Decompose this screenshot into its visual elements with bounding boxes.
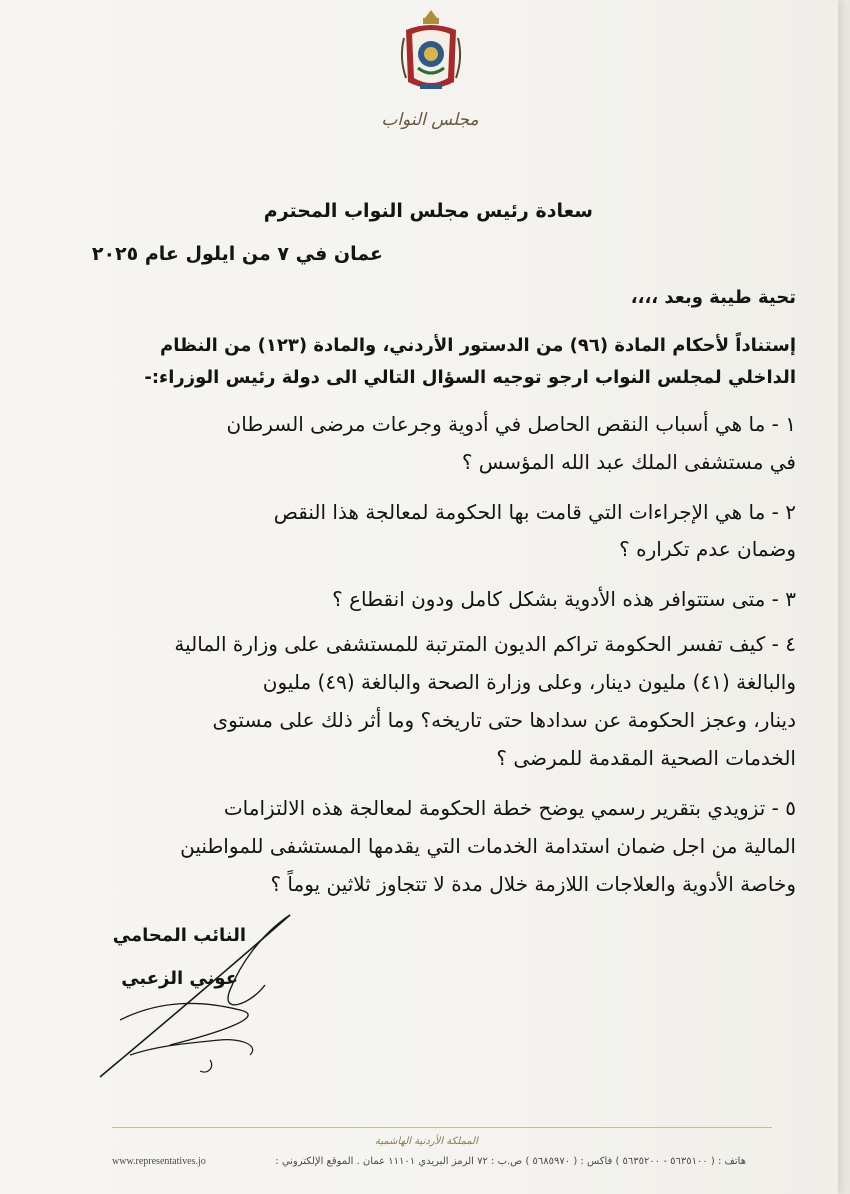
question-line: وضمان عدم تكراره ؟ <box>619 537 796 561</box>
question-line: ٢ - ما هي الإجراءات التي قامت بها الحكومة لمعالجة هذا النقص <box>273 500 796 524</box>
jordan-coat-of-arms-icon <box>396 8 466 98</box>
question-line: وخاصة الأدوية والعلاجات اللازمة خلال مدة لا تتجاوز ثلاثين يوماً ؟ <box>270 872 796 896</box>
question-line: دينار، وعجز الحكومة عن سدادها حتى تاريخه؟ وما أثر ذلك على مستوى <box>212 708 796 732</box>
question-line: في مستشفى الملك عبد الله المؤسس ؟ <box>461 450 796 474</box>
handwritten-signature <box>90 895 320 1085</box>
intro-line: الداخلي لمجلس النواب ارجو توجيه السؤال التالي الى دولة رئيس الوزراء:- <box>144 367 796 388</box>
council-name: مجلس النواب <box>381 110 479 130</box>
question-line: ٥ - تزويدي بتقرير رسمي يوضح خطة الحكومة لمعالجة هذه الالتزامات <box>223 796 796 820</box>
footer-website-link[interactable]: www.representatives.jo <box>112 1156 206 1167</box>
question-line: ٤ - كيف تفسر الحكومة تراكم الديون المترتبة للمستشفى على وزارة المالية <box>174 632 796 656</box>
footer-divider <box>112 1127 772 1128</box>
question-line: الخدمات الصحية المقدمة للمرضى ؟ <box>496 746 796 770</box>
question-line: ٣ - متى ستتوافر هذه الأدوية بشكل كامل ودون انقطاع ؟ <box>332 587 796 611</box>
signatory-name: عوني الزعبي <box>121 968 238 989</box>
footer-crest-text: المملكة الأردنية الهاشمية <box>375 1136 478 1147</box>
question-line: والبالغة (٤١) مليون دينار، وعلى وزارة الصحة والبالغة (٤٩) مليون <box>262 670 796 694</box>
footer-contact: هاتف : ( ٥٦٣٥١٠٠ - ٥٦٣٥٢٠٠ ) فاكس : ( ٥٦٨٥٩٧٠ ) ص.ب : ٧٢ الرمز البريدي ١١١٠١ عمان . الموقع الإلكتروني : <box>275 1156 746 1167</box>
intro-line: إستناداً لأحكام المادة (٩٦) من الدستور الأردني، والمادة (١٢٣) من النظام <box>160 335 796 356</box>
addressee: سعادة رئيس مجلس النواب المحترم <box>263 200 593 222</box>
signatory-title: النائب المحامي <box>112 925 246 946</box>
question-line: المالية من اجل ضمان استدامة الخدمات التي يقدمها المستشفى للمواطنين <box>180 834 796 858</box>
greeting: تحية طيبة وبعد ،،،، <box>630 287 796 308</box>
place-date: عمان في ٧ من ايلول عام ٢٠٢٥ <box>91 243 383 265</box>
question-line: ١ - ما هي أسباب النقص الحاصل في أدوية وجرعات مرضى السرطان <box>226 412 796 436</box>
